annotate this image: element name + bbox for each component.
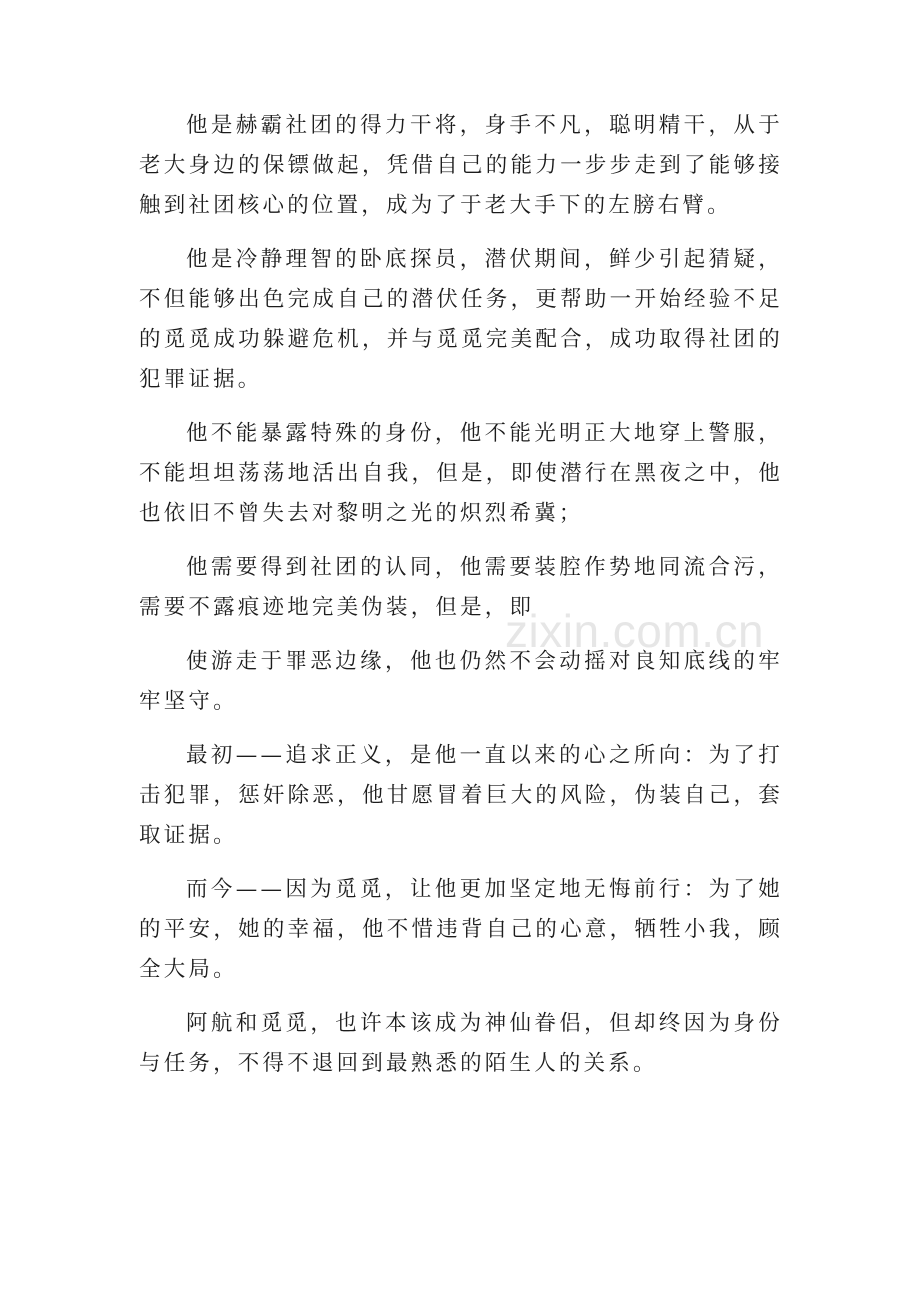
paragraph: 而今——因为觅觅，让他更加坚定地无悔前行：为了她的平安，她的幸福，他不惜违背自己的心意，牺牲小我，顾全大局。 — [139, 877, 783, 982]
paragraph: 最初——追求正义，是他一直以来的心之所向：为了打击犯罪，惩奸除恶，他甘愿冒着巨大的风险，伪装自己，套取证据。 — [139, 743, 783, 848]
paragraph: 他需要得到社团的认同，他需要装腔作势地同流合污，需要不露痕迹地完美伪装，但是，即 — [139, 555, 783, 620]
paragraph: 阿航和觅觅，也许本该成为神仙眷侣，但却终因为身份与任务，不得不退回到最熟悉的陌生人的关系。 — [139, 1011, 783, 1076]
paragraph: 他是赫霸社团的得力干将，身手不凡，聪明精干，从于老大身边的保镖做起，凭借自己的能力一步步走到了能够接触到社团核心的位置，成为了于老大手下的左膀右臂。 — [139, 113, 783, 218]
paragraph: 他是冷静理智的卧底探员，潜伏期间，鲜少引起猜疑，不但能够出色完成自己的潜伏任务，更帮助一开始经验不足的觅觅成功躲避危机，并与觅觅完美配合，成功取得社团的犯罪证据。 — [139, 247, 783, 392]
paragraph: 使游走于罪恶边缘，他也仍然不会动摇对良知底线的牢牢坚守。 — [139, 649, 783, 714]
watermark: zixin.com.cn — [505, 605, 765, 657]
paragraph: 他不能暴露特殊的身份，他不能光明正大地穿上警服，不能坦坦荡荡地活出自我，但是，即使潜行在黑夜之中，他也依旧不曾失去对黎明之光的炽烈希冀； — [139, 421, 783, 526]
document-body — [139, 106, 783, 1098]
